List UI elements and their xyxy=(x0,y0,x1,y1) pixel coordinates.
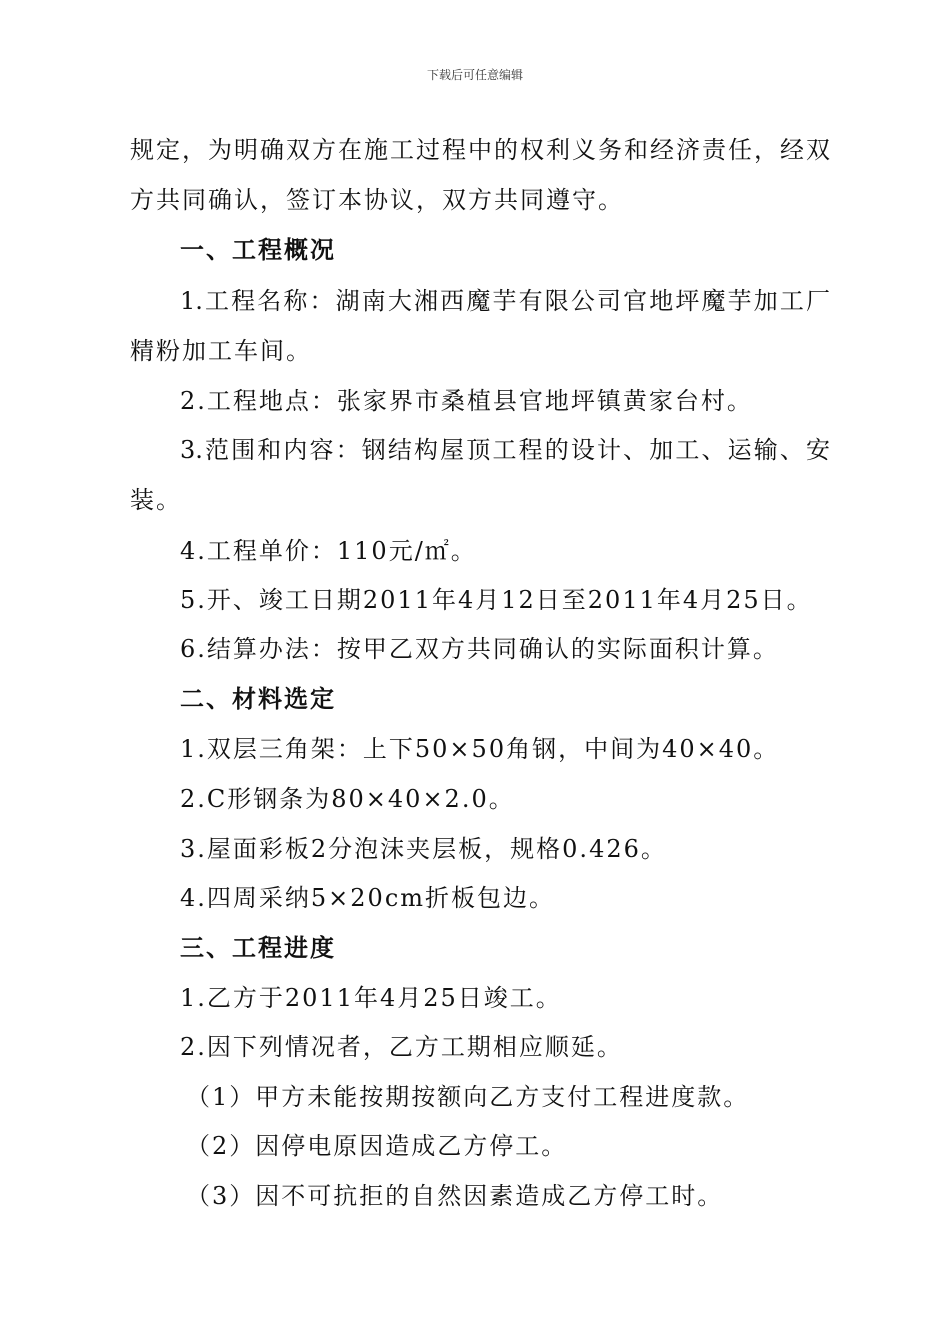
intro-line-1: 规定，为明确双方在施工过程中的权利义务和经济责任，经双 xyxy=(130,136,830,164)
section-3-sub-item-1: （1）甲方未能按期按额向乙方支付工程进度款。 xyxy=(186,1083,750,1111)
section-3-title: 三、工程进度 xyxy=(180,934,336,962)
section-2-title: 二、材料选定 xyxy=(180,685,336,713)
section-2-item-2: 2.C形钢条为80×40×2.0。 xyxy=(180,785,515,813)
intro-line-2: 方共同确认，签订本协议，双方共同遵守。 xyxy=(130,186,624,214)
section-1-item-5: 5.开、竣工日期2011年4月12日至2011年4月25日。 xyxy=(180,586,813,614)
section-1-item-6: 6.结算办法：按甲乙双方共同确认的实际面积计算。 xyxy=(180,635,779,663)
section-1-item-3-line-2: 装。 xyxy=(130,486,182,514)
section-3-sub-item-2: （2）因停电原因造成乙方停工。 xyxy=(186,1132,568,1160)
section-3-item-1: 1.乙方于2011年4月25日竣工。 xyxy=(180,984,562,1012)
section-1-item-2: 2.工程地点：张家界市桑植县官地坪镇黄家台村。 xyxy=(180,387,753,415)
section-1-item-4: 4.工程单价：110元/㎡。 xyxy=(180,537,477,565)
section-2-item-4: 4.四周采纳5×20cm折板包边。 xyxy=(180,884,556,912)
section-1-title: 一、工程概况 xyxy=(180,236,336,264)
page-header-note: 下载后可任意编辑 xyxy=(426,68,523,82)
section-2-item-1: 1.双层三角架：上下50×50角钢，中间为40×40。 xyxy=(180,735,780,763)
section-1-item-1-line-1: 1.工程名称：湖南大湘西魔芋有限公司官地坪魔芋加工厂 xyxy=(180,287,830,315)
section-2-item-3: 3.屋面彩板2分泡沫夹层板，规格0.426。 xyxy=(180,835,667,863)
section-1-item-1-line-2: 精粉加工车间。 xyxy=(130,337,312,365)
section-1-item-3-line-1: 3.范围和内容：钢结构屋顶工程的设计、加工、运输、安 xyxy=(180,436,830,464)
section-3-sub-item-3: （3）因不可抗拒的自然因素造成乙方停工时。 xyxy=(186,1182,724,1210)
section-3-item-2: 2.因下列情况者，乙方工期相应顺延。 xyxy=(180,1033,623,1061)
